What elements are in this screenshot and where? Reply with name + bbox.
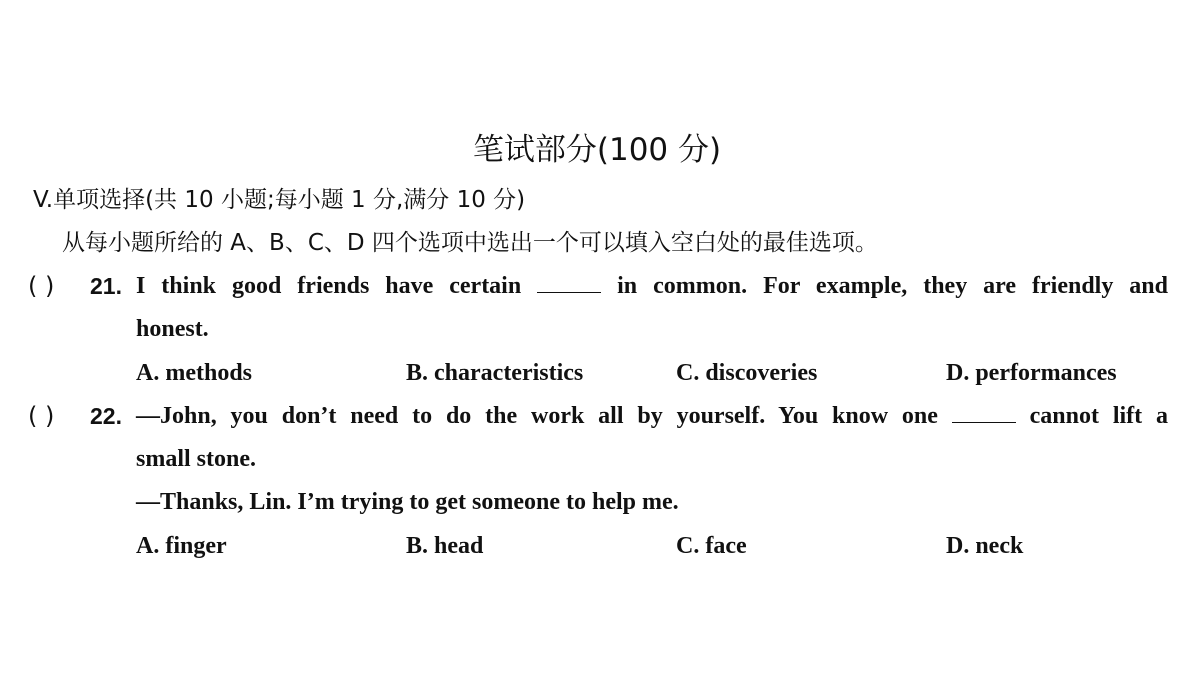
question-text-line-22-3: —Thanks, Lin. I’m trying to get someone to help me. (136, 489, 679, 515)
question-text-line-22-2: small stone. (136, 446, 256, 472)
option-22-a[interactable]: A. finger (136, 533, 227, 559)
page-title: 笔试部分(100 分) (472, 132, 722, 168)
question-text-line-21-2: honest. (136, 316, 209, 342)
question-text-21-after-blank: in common. For example, they are friendly and (617, 273, 1168, 299)
option-22-c[interactable]: C. face (676, 533, 747, 559)
section-instructions: 从每小题所给的 A、B、C、D 四个选项中选出一个可以填入空白处的最佳选项。 (62, 230, 878, 256)
question-text-22-before-blank: —John, you don’t need to do the work all by yourself. You know one (136, 403, 938, 429)
option-21-c[interactable]: C. discoveries (676, 360, 818, 386)
option-21-d[interactable]: D. performances (946, 360, 1117, 386)
question-text-22-after-blank: cannot lift a (1029, 403, 1168, 429)
option-22-b[interactable]: B. head (406, 533, 484, 559)
question-text-line-22-1 (136, 400, 1168, 432)
option-21-a[interactable]: A. methods (136, 360, 253, 386)
option-22-d[interactable]: D. neck (946, 533, 1024, 559)
answer-blank-22 (952, 404, 1016, 423)
option-21-b[interactable]: B. characteristics (406, 360, 584, 386)
question-text-21-before-blank: I think good friends have certain (136, 273, 522, 299)
question-number-22: 22. (90, 403, 122, 429)
section-heading: V.单项选择(共 10 小题;每小题 1 分,满分 10 分) (33, 187, 526, 213)
answer-paren-22[interactable]: ( ) (28, 402, 55, 430)
question-number-21: 21. (90, 273, 122, 299)
question-text-line-21-1 (136, 270, 1168, 302)
answer-blank-21 (537, 274, 601, 293)
answer-paren-21[interactable]: ( ) (28, 272, 55, 300)
